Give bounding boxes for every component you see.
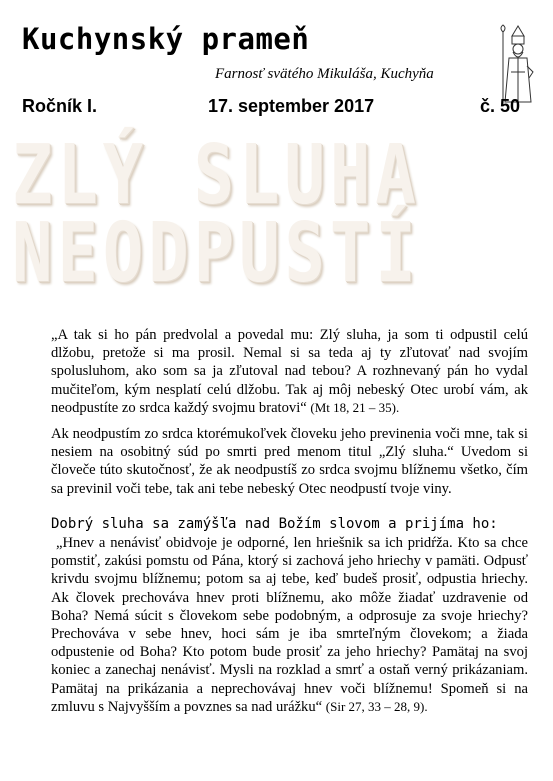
issue-number: č. 50: [480, 96, 521, 116]
issue-date: 17. september 2017: [208, 96, 375, 116]
sirach-reference: (Sir 27, 33 – 28, 9).: [325, 698, 428, 714]
gospel-reference: (Mt 18, 21 – 35).: [310, 399, 400, 415]
sirach-quote-text: „Hnev a nenávisť obidvoje je odporné, len hriešnik sa ich pridŕža. Kto sa chce pomstiť, zakúsi pomstu od Pána, ktorý si zachová jeho hriechy v pamäti. Odpusť krivdu svojmu blížnemu; potom sa aj tebe, keď budeš prosiť, odpustia hriechy. Ak človek prechováva hnev proti blížnemu, ako môže žiadať uzdravenie od Boha? Nemá súcit s človekom sebe podobným, a odprosuje za svoje hriechy? Prechováva v sebe hnev, hoci sám je iba smrteľným človekom; a žiada odpustenie od Boha? Kto potom bude prosiť za jeho hriechy? Pamätaj na svoj koniec a zanechaj nenávisť. Mysli na rozklad a smrť a ostaň verný prikázaniam. Pamätaj na prikázania a neprechovávaj hnev voči blížnemu! Spomeň si na zmluvu s Najvyšším a povznes sa nad urážku“: [51, 535, 528, 715]
saint-nicholas-icon: [495, 22, 541, 106]
gospel-quote-text: „A tak si ho pán predvolal a povedal mu: Zlý sluha, ja som ti odpustil celú dlžobu, pretože si ma prosil. Nemal si sa teda aj ty zľutovať nad svojím spolusluhom, ako som sa ja zľutoval nad tebou? A rozhnevaný pán ho vydal mučiteľom, kým nesplatí celú dlžobu. Tak aj môj nebeský Otec urobí vám, ak neodpustíte zo srdca každý svojmu bratovi“: [51, 327, 528, 416]
reflection-paragraph: Ak neodpustím zo srdca ktorémukoľvek človeku jeho previnenia voči mne, tak si nesiem na osobitný súd po smrti pred menom titul „Zlý sluha.“ Uvedom si človeče túto skutočnosť, že ak neodpustíš zo srdca svojmu blížnemu všetko, čím sa previnil voči tebe, tak ani tebe nebeský Otec neodpustí tvoje viny.: [51, 426, 528, 497]
parish-subtitle: Farnosť svätého Mikuláša, Kuchyňa: [215, 66, 434, 82]
gospel-quote: [51, 326, 528, 417]
sirach-quote: [51, 534, 528, 716]
volume-label: Ročník I.: [22, 96, 98, 116]
banner-line-1: ZLÝ SLUHA: [12, 128, 421, 223]
banner-line-2: NEODPUSTÍ: [12, 206, 421, 301]
newsletter-title: Kuchynský prameň: [22, 22, 310, 56]
good-servant-heading: Dobrý sluha sa zamýšľa nad Božím slovom a prijíma ho:: [51, 516, 498, 532]
